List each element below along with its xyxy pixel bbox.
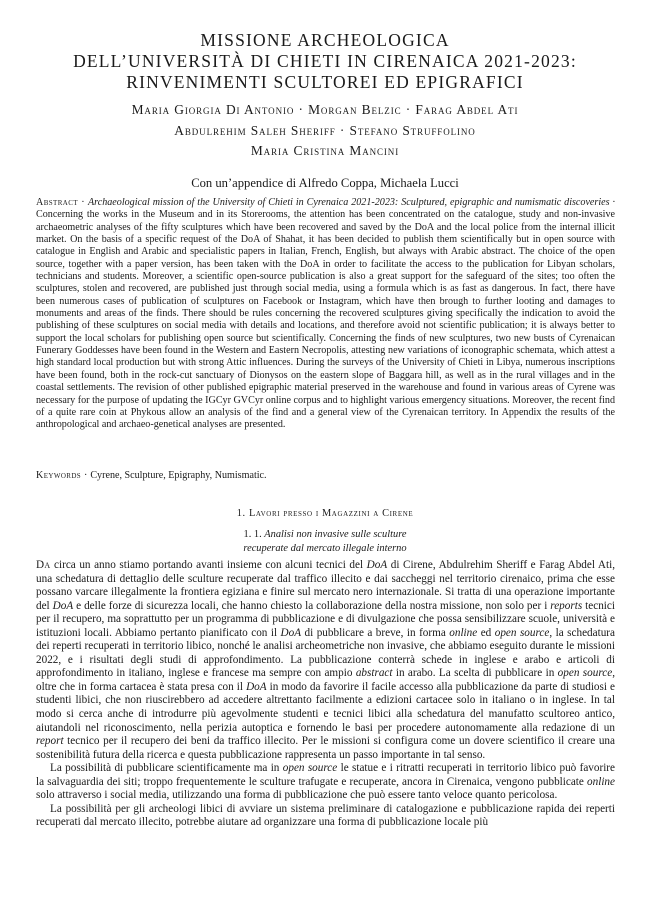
appendix-credit: Con un’appendice di Alfredo Coppa, Michaela Lucci [191,176,459,190]
author-list [30,100,620,162]
abstract-label: Abstract · [36,197,86,208]
subsection-title-line-1: Analisi non invasive sulle sculture [264,529,407,540]
body-text [36,559,615,830]
title-line-2: DELL’UNIVERSITÀ DI CHIETI IN CIRENAICA 2021-2023: [73,51,577,71]
abstract [36,197,615,432]
abstract-title: Archaeological mission of the University of Chieti in Cyrenaica 2021-2023: Sculptured, epigraphic and numismatic discoveries · [88,197,615,208]
subsection-title-line-2: recuperate dal mercato illegale interno [243,542,407,554]
keywords-text: Cyrene, Sculpture, Epigraphy, Numismatic. [90,470,267,481]
authors-line-3: Maria Cristina Mancini [250,143,400,158]
abstract-text: Concerning the works in the Museum and in its Storerooms, the attention has been concentrated on the catalogue, study and non-invasive archaeometric analyses of the fifty sculptures which have been recovered and saved by the DoA and the local police from the internal illicit market. On the basis of a specific request of the DoA of Shahat, it has been decided to publish them scientifically but in open source with catalogue in English and Arabic and specialistic papers in Italian, French, English, but always with Arabic abstract. The choice of the open source, together with a paper version, has been taken with the DoA in order to facilitate the access to the publication for Libyan scholars, technicians and students. Moreover, a scientific open-source publication is also a great support for the safeguard of the sites; too often the sculptures, stolen and recovered, are published just through social media, using a formula which is as fast as dangerous. In fact, there have been numerous cases of publication of sculptures on Facebook or Instagram, which have then brough to further looting and damages to monuments and areas of the finds. There should be rules concerning the recovered sculptures giving specifically the indication to avoid the publishing of these sculptures on social media with details and locations, and therefore avoid not scientific publication; it is always better to support the local scholars for publishing open source but scientifically. Concerning the finds of new sculptures, two new busts of Cyrenaican Funerary Goddesses have been found in the Western and Eastern Necropolis, attesting new variations of iconographic schemata, which attest a high standard local production but with strong Attic influences. During the surveys of the University of Chieti in Libya, numerous inscriptions have been found, both in the rock-cut sanctuary of Dionysos on the eastern slope of Baggara hill, as well as in the rural villages and in the coastal settlements. The revision of other published epigraphic material preserved in the warehouse and found in various areas of Cyrene was necessary for the purpose of updating the IGCyr GVCyr online corpus and to highlight various emergency situations. Moreover, the recent find of a quite rare coin at Phykous allow an analysis of the find and a general view of the Cyrenaican territory. In Appendix the results of the anthropological and archaeo-genetical analyses are presented. [36,209,615,431]
subsection-heading [30,528,620,555]
title-line-1: MISSIONE ARCHEOLOGICA [200,30,450,50]
title-line-3: RINVENIMENTI SCULTOREI ED EPIGRAFICI [126,72,524,92]
paragraph-2: La possibilità di pubblicare scientificamente ma in open source le statue e i ritratti recuperati in territorio libico può favorire la salvaguardia dei siti; troppo frequentemente le sculture trafugate e recuperate, ancora in Cirenaica, vengono pubblicate online solo attraverso i social media, utilizzando una forma di pubblicazione che può essere tanto veloce quanto pericolosa. [36,762,615,802]
keywords [36,469,615,482]
paragraph-1: Da circa un anno stiamo portando avanti insieme con alcuni tecnici del DoA di Cirene, Abdulrehim Sheriff e Farag Abdel Ati, una schedatura di dettaglio delle sculture recuperate dal traffico illecito e dai saccheggi nel territorio cirenaico, prima che esse possano varcare illegalmente la frontiera egiziana e finire sul mercato nero internazionale. Si tratta di una operazione importante del DoA e delle forze di sicurezza locali, che hanno chiesto la collaborazione della nostra missione, non solo per i reports tecnici per il recupero, ma soprattutto per un programma di pubblicazione e di divulgazione che possa sensibilizzare scuole, università e istituzioni locali. Abbiamo pertanto pianificato con il DoA di pubblicare a breve, in forma online ed open source, la schedatura dei reperti recuperati in territorio libico, nonché le analisi archeometriche non invasive, che abbiamo eseguito durante le missioni 2022, e i risultati degli studi di approfondimento. La pubblicazione conterrà schede in inglese e arabo e articoli di approfondimento in italiano, inglese e francese ma sempre con ampio abstract in arabo. La scelta di pubblicare in open source, oltre che in forma cartacea è stata presa con il DoA in modo da favorire il facile accesso alla pubblicazione da parte di studiosi e studenti libici, che non riuscirebbero ad accedere altrettanto facilmente a edizioni cartacee solo in italiano o in inglese. In tal modo si cerca anche di introdurre più agevolmente studenti e tecnici libici alla schedatura del manufatto scultoreo antico, aiutandoli nel riconoscimento, nella perizia autoptica e fornendo le basi per procedere autonomamente alla redazione di un report tecnico per il recupero dei beni da traffico illecito. Per le missioni si configura come un dovere scientifico il creare una sostenibilità futura della ricerca e questa pubblicazione rappresenta un passo importante in tal senso. [36,559,616,761]
subsection-number: 1. 1. [243,529,262,540]
keywords-label: Keywords · [36,470,88,481]
article-title [40,30,610,93]
authors-line-1: Maria Giorgia Di Antonio · Morgan Belzic · Farag Abdel Ati [131,102,519,117]
section-heading: 1. Lavori presso i Magazzini a Cirene [236,508,414,519]
authors-line-2: Abdulrehim Saleh Sheriff · Stefano Struffolino [174,122,476,138]
paragraph-3: La possibilità per gli archeologi libici di avviare un sistema preliminare di catalogazione e pubblicazione rapida dei reperti recuperati dal mercato illecito, potrebbe aiutare ad organizzare una forma di pubblicazione locale più [36,802,615,829]
